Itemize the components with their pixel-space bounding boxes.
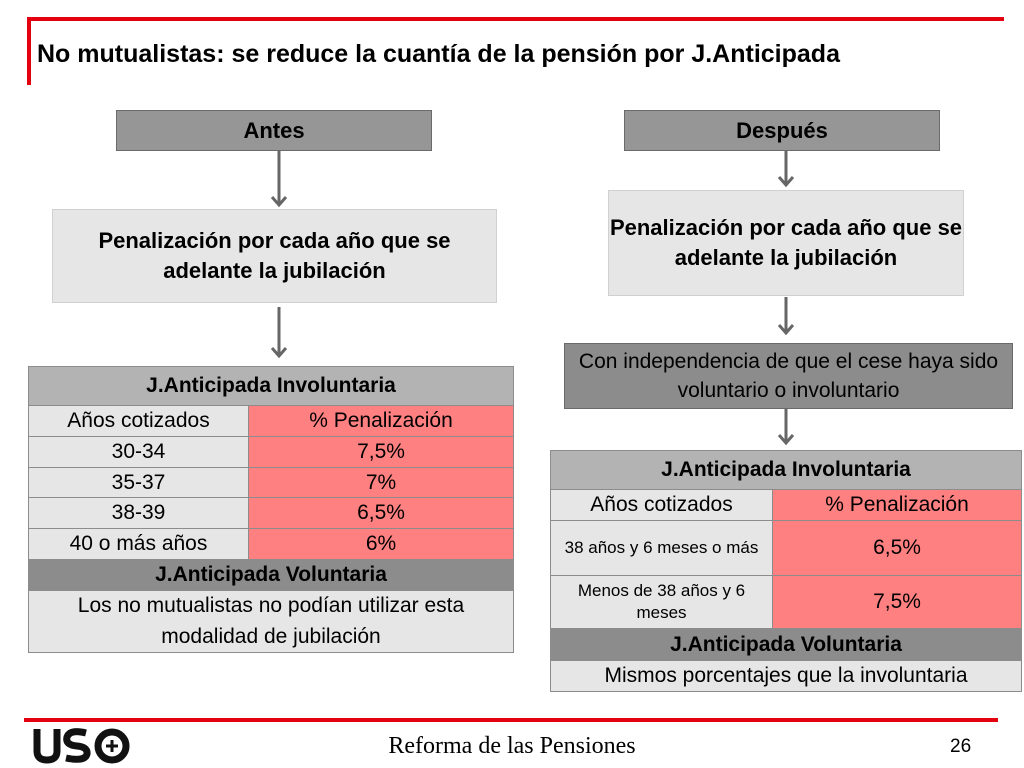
antes-penalizacion-box: Penalización por cada año que se adelante la jubilación <box>52 209 497 303</box>
cell-penalty: 6,5% <box>773 521 1022 576</box>
arrow-down-icon <box>778 297 794 337</box>
cell-years: 35-37 <box>29 468 249 498</box>
voluntaria-title: J.Anticipada Voluntaria <box>29 560 514 591</box>
table-title: J.Anticipada Involuntaria <box>29 367 514 406</box>
arrow-down-icon <box>778 151 794 189</box>
cell-years: Menos de 38 años y 6 meses <box>551 576 773 629</box>
antes-penalization-table <box>28 366 514 653</box>
despues-header: Después <box>624 110 940 151</box>
cell-penalty: 6,5% <box>249 498 514 529</box>
slide-title: No mutualistas: se reduce la cuantía de la pensión por J.Anticipada <box>37 40 840 68</box>
col-header-years: Años cotizados <box>29 406 249 437</box>
col-header-years: Años cotizados <box>551 490 773 521</box>
cell-years: 38-39 <box>29 498 249 529</box>
cell-years: 38 años y 6 meses o más <box>551 521 773 576</box>
cell-years: 40 o más años <box>29 529 249 560</box>
voluntaria-text: Los no mutualistas no podían utilizar esta modalidad de jubilación <box>29 591 514 653</box>
arrow-down-icon <box>271 307 287 360</box>
despues-penalizacion-box: Penalización por cada año que se adelante la jubilación <box>608 190 964 296</box>
col-header-penalty: % Penalización <box>773 490 1022 521</box>
voluntaria-text: Mismos porcentajes que la involuntaria <box>551 661 1022 692</box>
left-accent-line <box>27 17 31 85</box>
voluntaria-title: J.Anticipada Voluntaria <box>551 629 1022 661</box>
antes-header: Antes <box>116 110 432 151</box>
footer-text: Reforma de las Pensiones <box>388 733 636 759</box>
page-number: 26 <box>950 736 972 757</box>
cell-penalty: 6% <box>249 529 514 560</box>
arrow-down-icon <box>271 151 287 209</box>
table-title: J.Anticipada Involuntaria <box>551 451 1022 490</box>
col-header-penalty: % Penalización <box>249 406 514 437</box>
cell-penalty: 7% <box>249 468 514 498</box>
cell-penalty: 7,5% <box>249 437 514 468</box>
despues-penalization-table <box>550 450 1022 692</box>
cell-penalty: 7,5% <box>773 576 1022 629</box>
cell-years: 30-34 <box>29 437 249 468</box>
top-accent-line <box>27 17 1004 21</box>
bottom-accent-line <box>24 718 998 722</box>
despues-nota-box: Con independencia de que el cese haya sido voluntario o involuntario <box>564 343 1013 409</box>
arrow-down-icon <box>778 409 794 447</box>
